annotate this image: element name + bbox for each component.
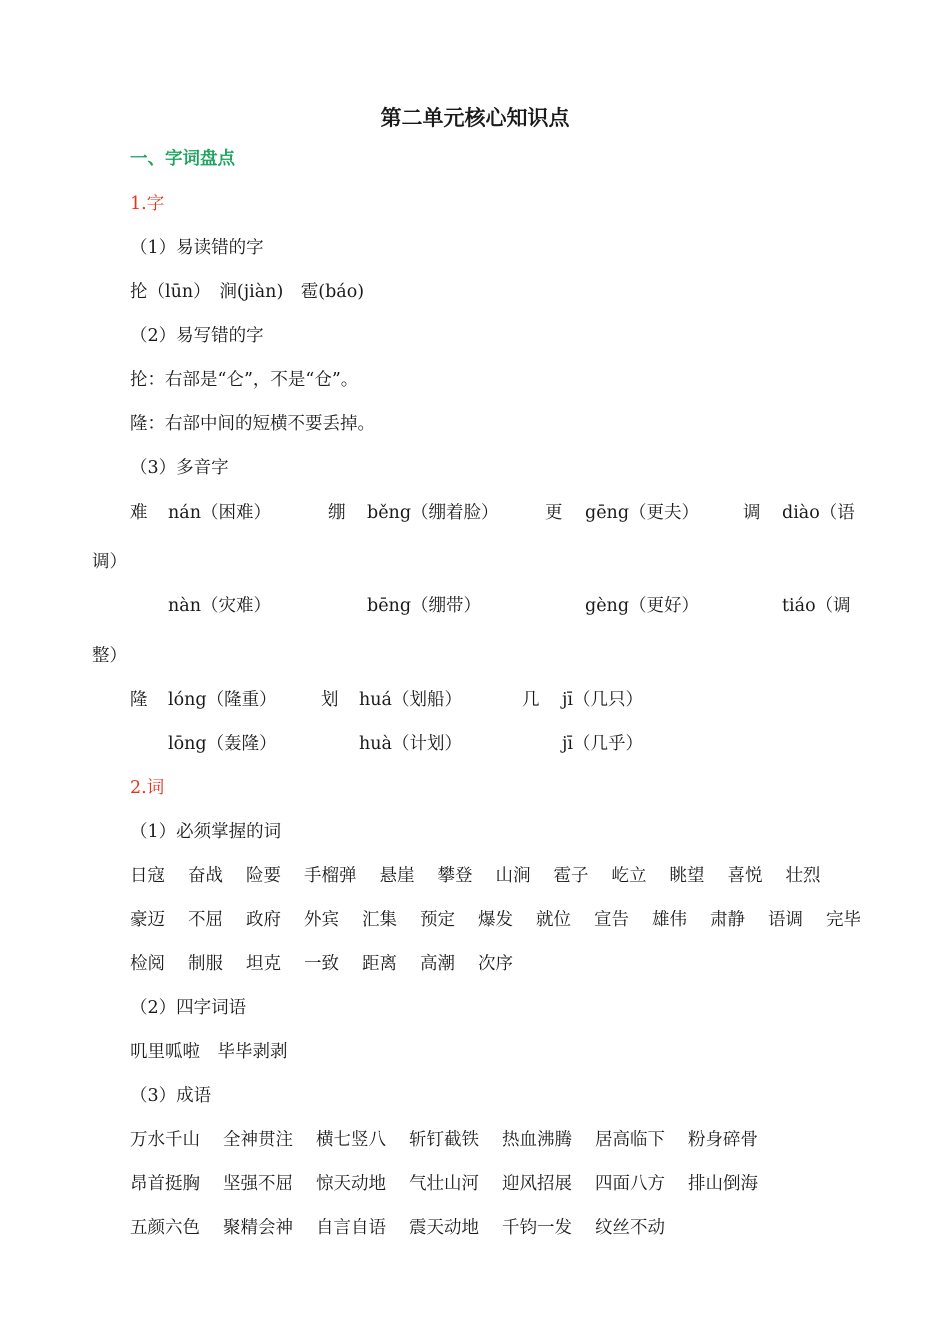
polyphone-reading: jī（几只） xyxy=(562,690,644,710)
word: 高潮 xyxy=(420,954,455,974)
word: 悬崖 xyxy=(379,866,415,886)
polyphone-reading: tiáo（调 xyxy=(782,596,851,616)
polyphone-char: 绷 xyxy=(328,503,346,523)
word: 制服 xyxy=(188,954,223,974)
polyphone-reading: huà（计划） xyxy=(359,734,462,754)
word: 汇集 xyxy=(362,910,397,930)
polyphone-reading: gèng（更好） xyxy=(585,596,700,616)
word: 政府 xyxy=(246,910,281,930)
polyphone-char: 难 xyxy=(130,503,148,523)
polyphone-reading: běng（绷着脸） xyxy=(367,503,499,523)
word: 就位 xyxy=(536,910,571,930)
section-heading-vocab: 一、字词盘点 xyxy=(130,149,235,169)
idiom: 横七竖八 xyxy=(316,1130,386,1150)
idiom: 聚精会神 xyxy=(223,1218,293,1238)
word: 屹立 xyxy=(611,866,647,886)
polyphone-char: 调 xyxy=(743,503,761,523)
word-row xyxy=(130,956,536,974)
word: 奋战 xyxy=(188,866,223,886)
must-know-words-title: （1）必须掌握的词 xyxy=(130,822,282,842)
word: 攀登 xyxy=(437,866,473,886)
word: 险要 xyxy=(246,866,281,886)
idiom-row xyxy=(130,1132,781,1150)
easy-miswrite-line: 抡：右部是“仑”，不是“仓”。 xyxy=(130,370,359,390)
word: 山涧 xyxy=(495,866,531,886)
word: 爆发 xyxy=(478,910,513,930)
word: 豪迈 xyxy=(130,910,165,930)
word: 雹子 xyxy=(553,866,589,886)
word: 预定 xyxy=(420,910,455,930)
idiom: 斩钉截铁 xyxy=(409,1130,479,1150)
polyphone-char: 隆 xyxy=(130,690,148,710)
word-row xyxy=(130,868,844,886)
word: 日寇 xyxy=(130,866,165,886)
polyphone-char: 划 xyxy=(321,690,339,710)
word: 次序 xyxy=(478,954,513,974)
idiom: 惊天动地 xyxy=(316,1174,386,1194)
idiom: 昂首挺胸 xyxy=(130,1174,200,1194)
word: 眺望 xyxy=(669,866,705,886)
polyphone-reading: gēng（更夫） xyxy=(585,503,700,523)
idiom: 粉身碎骨 xyxy=(688,1130,758,1150)
easy-misread-line: 抡（lūn） 涧(jiàn) 雹(báo) xyxy=(130,282,365,302)
subheading-words: 2.词 xyxy=(130,778,165,798)
easy-misread-title: （1）易读错的字 xyxy=(130,238,264,258)
polyphone-reading-wrap: 调） xyxy=(92,552,127,572)
polyphone-reading: nàn（灾难） xyxy=(168,596,271,616)
word: 宣告 xyxy=(594,910,629,930)
idiom: 万水千山 xyxy=(130,1130,200,1150)
word: 一致 xyxy=(304,954,339,974)
polyphone-reading: nán（困难） xyxy=(168,503,271,523)
polyphone-reading: jī（几乎） xyxy=(562,734,644,754)
polyphone-reading: lōng（轰隆） xyxy=(168,734,277,754)
word: 手榴弹 xyxy=(304,866,357,886)
word: 不屈 xyxy=(188,910,223,930)
idiom: 排山倒海 xyxy=(688,1174,758,1194)
idiom: 全神贯注 xyxy=(223,1130,293,1150)
polyphone-reading-wrap: 整） xyxy=(92,646,127,666)
idiom: 震天动地 xyxy=(409,1218,479,1238)
idiom: 居高临下 xyxy=(595,1130,665,1150)
idiom: 千钧一发 xyxy=(502,1218,572,1238)
subheading-characters: 1.字 xyxy=(130,194,165,214)
easy-miswrite-line: 隆：右部中间的短横不要丢掉。 xyxy=(130,414,375,434)
polyphone-title: （3）多音字 xyxy=(130,458,229,478)
idiom: 气壮山河 xyxy=(409,1174,479,1194)
polyphone-reading: huá（划船） xyxy=(359,690,462,710)
polyphone-reading: bēng（绷带） xyxy=(367,596,482,616)
word: 距离 xyxy=(362,954,397,974)
word: 喜悦 xyxy=(727,866,763,886)
polyphone-reading: diào（语 xyxy=(782,503,855,523)
four-char-words-title: （2）四字词语 xyxy=(130,998,247,1018)
four-char-words-line: 叽里呱啦 毕毕剥剥 xyxy=(130,1042,288,1062)
word: 坦克 xyxy=(246,954,281,974)
idiom: 纹丝不动 xyxy=(595,1218,665,1238)
word: 语调 xyxy=(768,910,803,930)
idiom: 迎风招展 xyxy=(502,1174,572,1194)
idiom: 热血沸腾 xyxy=(502,1130,572,1150)
word: 雄伟 xyxy=(652,910,687,930)
idioms-title: （3）成语 xyxy=(130,1086,212,1106)
easy-miswrite-title: （2）易写错的字 xyxy=(130,326,264,346)
idiom: 自言自语 xyxy=(316,1218,386,1238)
word: 检阅 xyxy=(130,954,165,974)
polyphone-char: 更 xyxy=(545,503,563,523)
word: 外宾 xyxy=(304,910,339,930)
word-row xyxy=(130,912,861,930)
polyphone-char: 几 xyxy=(522,690,540,710)
idiom: 五颜六色 xyxy=(130,1218,200,1238)
polyphone-reading: lóng（隆重） xyxy=(168,690,277,710)
word: 完毕 xyxy=(826,910,861,930)
page-title: 第二单元核心知识点 xyxy=(380,106,570,130)
idiom-row xyxy=(130,1220,688,1238)
idiom: 四面八方 xyxy=(595,1174,665,1194)
idiom-row xyxy=(130,1176,781,1194)
idiom: 坚强不屈 xyxy=(223,1174,293,1194)
word: 肃静 xyxy=(710,910,745,930)
word: 壮烈 xyxy=(785,866,821,886)
